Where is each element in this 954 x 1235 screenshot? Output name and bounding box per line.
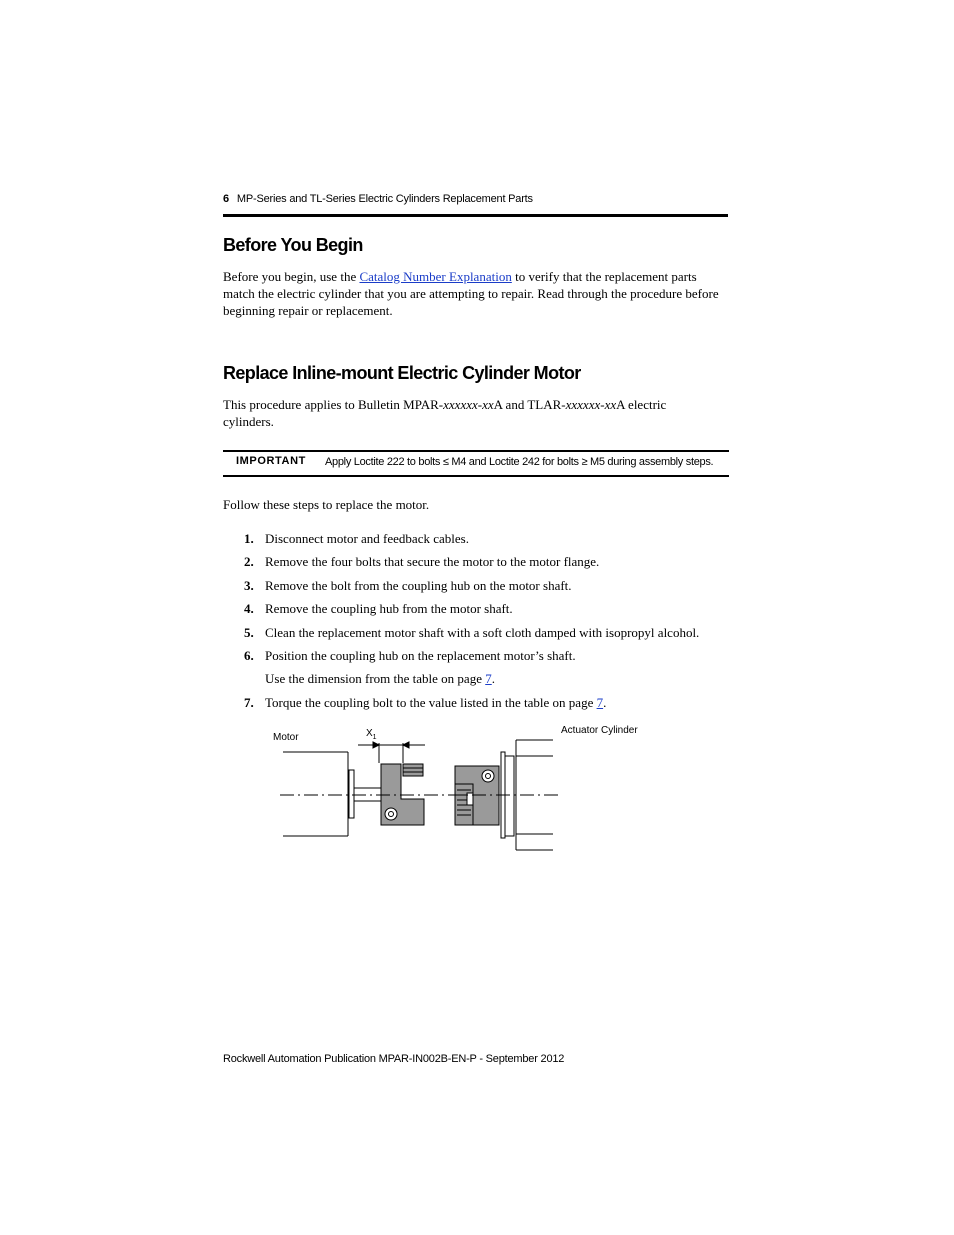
step-text: Disconnect motor and feedback cables.	[265, 531, 469, 546]
follow-steps-text: Follow these steps to replace the motor.	[223, 497, 430, 512]
section-heading-before-you-begin: Before You Begin	[223, 235, 363, 255]
list-item	[223, 694, 733, 711]
motor-label: Motor	[273, 732, 299, 743]
step-number: 2.	[244, 554, 254, 570]
x1-label	[366, 728, 377, 741]
section-heading-replace-motor: Replace Inline-mount Electric Cylinder Motor	[223, 363, 581, 383]
list-item	[223, 530, 733, 547]
actuator-cylinder-label: Actuator Cylinder	[561, 725, 638, 736]
step-text: Clean the replacement motor shaft with a soft cloth damped with isopropyl alcohol.	[265, 624, 700, 640]
step-text: Remove the bolt from the coupling hub on the motor shaft.	[265, 577, 572, 593]
subtext: Use the dimension from the table on page	[265, 671, 486, 687]
step-number: 4.	[244, 601, 254, 617]
step-text-end: .	[603, 694, 607, 710]
list-item	[223, 647, 733, 687]
running-title: MP-Series and TL-Series Electric Cylinders Replacement Parts	[236, 193, 533, 205]
step-text: Remove the four bolts that secure the motor to the motor flange.	[265, 554, 600, 570]
step-subtext	[265, 670, 733, 687]
procedure-intro	[223, 396, 693, 430]
paragraph-text: Before you begin, use the	[223, 269, 360, 284]
motor-coupling-diagram	[260, 715, 640, 860]
important-text: Apply Loctite 222 to bolts ≤ M4 and Loctite 242 for bolts ≥ M5 during assembly steps.	[325, 456, 714, 468]
step-text: Position the coupling hub on the replacement motor’s shaft.	[265, 647, 576, 663]
step-number: 5.	[244, 624, 254, 640]
page-7-link[interactable]: 7	[485, 671, 492, 687]
running-header	[223, 193, 533, 205]
intro-text: This procedure applies to Bulletin MPAR-	[223, 397, 444, 412]
page-number: 6	[223, 193, 229, 205]
motor-body	[283, 752, 381, 836]
important-label: IMPORTANT	[236, 455, 306, 467]
important-bottom-rule	[223, 475, 729, 477]
step-text: Torque the coupling bolt to the value listed in the table on page	[265, 694, 597, 710]
list-item	[223, 624, 733, 641]
step-number: 7.	[244, 694, 254, 710]
important-top-rule	[223, 450, 729, 452]
before-you-begin-paragraph	[223, 268, 731, 319]
steps-list	[223, 530, 733, 717]
page-footer: Rockwell Automation Publication MPAR-IN002B-EN-P - September 2012	[223, 1053, 565, 1065]
header-rule	[223, 214, 728, 217]
list-item	[223, 600, 733, 617]
intro-italic: xxxxxx-xx	[443, 397, 494, 412]
step-number: 3.	[244, 577, 254, 593]
intro-text: A electric cylinders.	[223, 397, 667, 429]
step-number: 6.	[244, 647, 254, 663]
paragraph-text: to verify that the replacement parts match the electric cylinder that you are attempting to repair. Read through the procedure before beginning repair or replacement.	[223, 269, 719, 318]
dimension-x1	[358, 742, 425, 763]
step-text: Remove the coupling hub from the motor shaft.	[265, 601, 513, 617]
page-7-link[interactable]: 7	[596, 694, 604, 710]
intro-italic: xxxxxx-xx	[565, 397, 617, 412]
catalog-number-link[interactable]: Catalog Number Explanation	[359, 269, 512, 284]
subtext-end: .	[491, 671, 495, 687]
x-subscript: 1	[372, 734, 377, 741]
step-number: 1.	[244, 531, 254, 546]
x-label: X	[366, 728, 373, 739]
list-item	[223, 577, 733, 594]
list-item	[223, 553, 733, 570]
intro-text: A and TLAR-	[493, 397, 566, 412]
